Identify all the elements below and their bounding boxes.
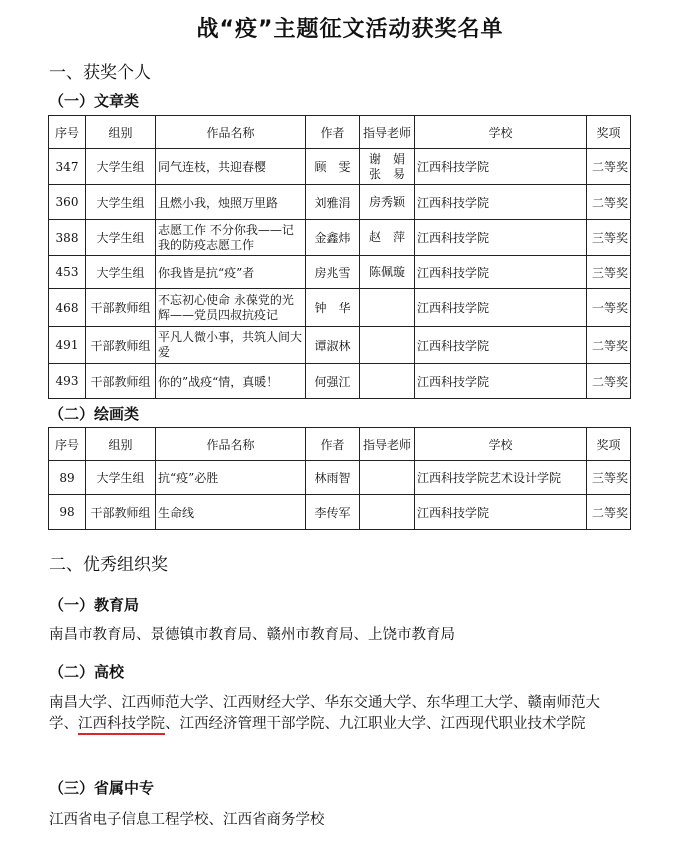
column-header-author: 作者 [306,428,360,461]
education-bureaus-list: 南昌市教育局、景德镇市教育局、赣州市教育局、上饶市教育局 [49,627,455,643]
cell-prize: 二等奖 [587,495,631,530]
column-header-no: 序号 [49,116,86,149]
cell-number: 388 [49,220,86,256]
subsection-heading-paintings: （二）绘画类 [49,405,140,423]
cell-school: 江西科技学院 [415,495,587,530]
column-header-school: 学校 [415,116,587,149]
cell-author: 房兆雪 [306,256,360,289]
table-row [49,364,631,399]
cell-author: 刘雅涓 [306,185,360,220]
cell-author: 金鑫炜 [306,220,360,256]
paintings-award-table [48,427,631,530]
cell-school: 江西科技学院 [415,256,587,289]
colleges-list-part-1: 南昌大学、江西师范大学、江西财经大学、华东交通大学、东华理工大学、赣南师范大学、 [49,695,600,732]
table-row [49,327,631,364]
cell-prize: 二等奖 [587,149,631,185]
subsection-heading-secondary-schools: （三）省属中专 [49,779,155,797]
cell-school: 江西科技学院 [415,364,587,399]
cell-number: 347 [49,149,86,185]
cell-work-title: 抗“疫”必胜 [156,461,306,495]
cell-author: 顾 雯 [306,149,360,185]
cell-author: 钟 华 [306,289,360,327]
cell-advisor: 谢 娟 张 易 [360,149,415,185]
subsection-heading-colleges: （二）高校 [49,663,125,681]
column-header-prize: 奖项 [587,116,631,149]
table-header-row [49,116,631,149]
column-header-group: 组别 [86,428,156,461]
column-header-group: 组别 [86,116,156,149]
highlighted-college: 江西科技学院 [78,715,165,735]
cell-prize: 一等奖 [587,289,631,327]
cell-work-title: 平凡人微小事，共筑人间大爱 [156,327,306,364]
cell-school: 江西科技学院 [415,220,587,256]
section-heading-organization-awards: 二、优秀组织奖 [49,555,168,575]
cell-work-title: 你的”战疫“情，真暖！ [156,364,306,399]
cell-advisor [360,327,415,364]
cell-author: 谭淑林 [306,327,360,364]
column-header-author: 作者 [306,116,360,149]
table-row [49,185,631,220]
column-header-advisor: 指导老师 [360,428,415,461]
table-row [49,495,631,530]
cell-advisor [360,461,415,495]
cell-group: 干部教师组 [86,364,156,399]
cell-school: 江西科技学院 [415,327,587,364]
cell-author: 李传军 [306,495,360,530]
cell-number: 468 [49,289,86,327]
cell-school: 江西科技学院 [415,289,587,327]
cell-number: 453 [49,256,86,289]
cell-prize: 三等奖 [587,220,631,256]
secondary-schools-list: 江西省电子信息工程学校、江西省商务学校 [49,812,325,828]
subsection-heading-articles: （一）文章类 [49,92,140,110]
table-row [49,149,631,185]
cell-advisor: 赵 萍 [360,220,415,256]
cell-group: 大学生组 [86,461,156,495]
cell-work-title: 生命线 [156,495,306,530]
cell-advisor [360,364,415,399]
cell-group: 干部教师组 [86,289,156,327]
cell-author: 何强江 [306,364,360,399]
column-header-no: 序号 [49,428,86,461]
table-row [49,220,631,256]
cell-group: 大学生组 [86,220,156,256]
cell-work-title: 不忘初心使命 永葆党的光辉——党员四叔抗疫记 [156,289,306,327]
subsection-heading-education-bureaus: （一）教育局 [49,596,140,614]
column-header-prize: 奖项 [587,428,631,461]
cell-group: 大学生组 [86,149,156,185]
cell-prize: 二等奖 [587,364,631,399]
cell-group: 干部教师组 [86,495,156,530]
cell-advisor: 房秀颖 [360,185,415,220]
cell-work-title: 同气连枝，共迎春樱 [156,149,306,185]
cell-number: 89 [49,461,86,495]
cell-prize: 三等奖 [587,256,631,289]
table-row [49,289,631,327]
table-row [49,256,631,289]
cell-author: 林雨智 [306,461,360,495]
cell-number: 98 [49,495,86,530]
cell-prize: 三等奖 [587,461,631,495]
cell-group: 干部教师组 [86,327,156,364]
cell-number: 491 [49,327,86,364]
document-title: 战“疫”主题征文活动获奖名单 [196,17,504,42]
colleges-list-part-2: 、江西经济管理干部学院、九江职业大学、江西现代职业技术学院 [165,716,586,732]
table-header-row [49,428,631,461]
cell-advisor: 陈佩璇 [360,256,415,289]
cell-school: 江西科技学院 [415,185,587,220]
cell-work-title: 你我皆是抗“疫”者 [156,256,306,289]
cell-group: 大学生组 [86,185,156,220]
cell-work-title: 志愿工作 不分你我——记我的防疫志愿工作 [156,220,306,256]
articles-award-table [48,115,631,399]
column-header-advisor: 指导老师 [360,116,415,149]
cell-school: 江西科技学院 [415,149,587,185]
colleges-list [49,693,609,735]
column-header-work: 作品名称 [156,428,306,461]
table-row [49,461,631,495]
cell-prize: 二等奖 [587,327,631,364]
column-header-work: 作品名称 [156,116,306,149]
cell-advisor [360,495,415,530]
section-heading-individual-awards: 一、获奖个人 [49,63,151,83]
cell-number: 360 [49,185,86,220]
cell-advisor [360,289,415,327]
cell-group: 大学生组 [86,256,156,289]
cell-school: 江西科技学院艺术设计学院 [415,461,587,495]
cell-work-title: 且燃小我，烛照万里路 [156,185,306,220]
cell-prize: 二等奖 [587,185,631,220]
column-header-school: 学校 [415,428,587,461]
cell-number: 493 [49,364,86,399]
